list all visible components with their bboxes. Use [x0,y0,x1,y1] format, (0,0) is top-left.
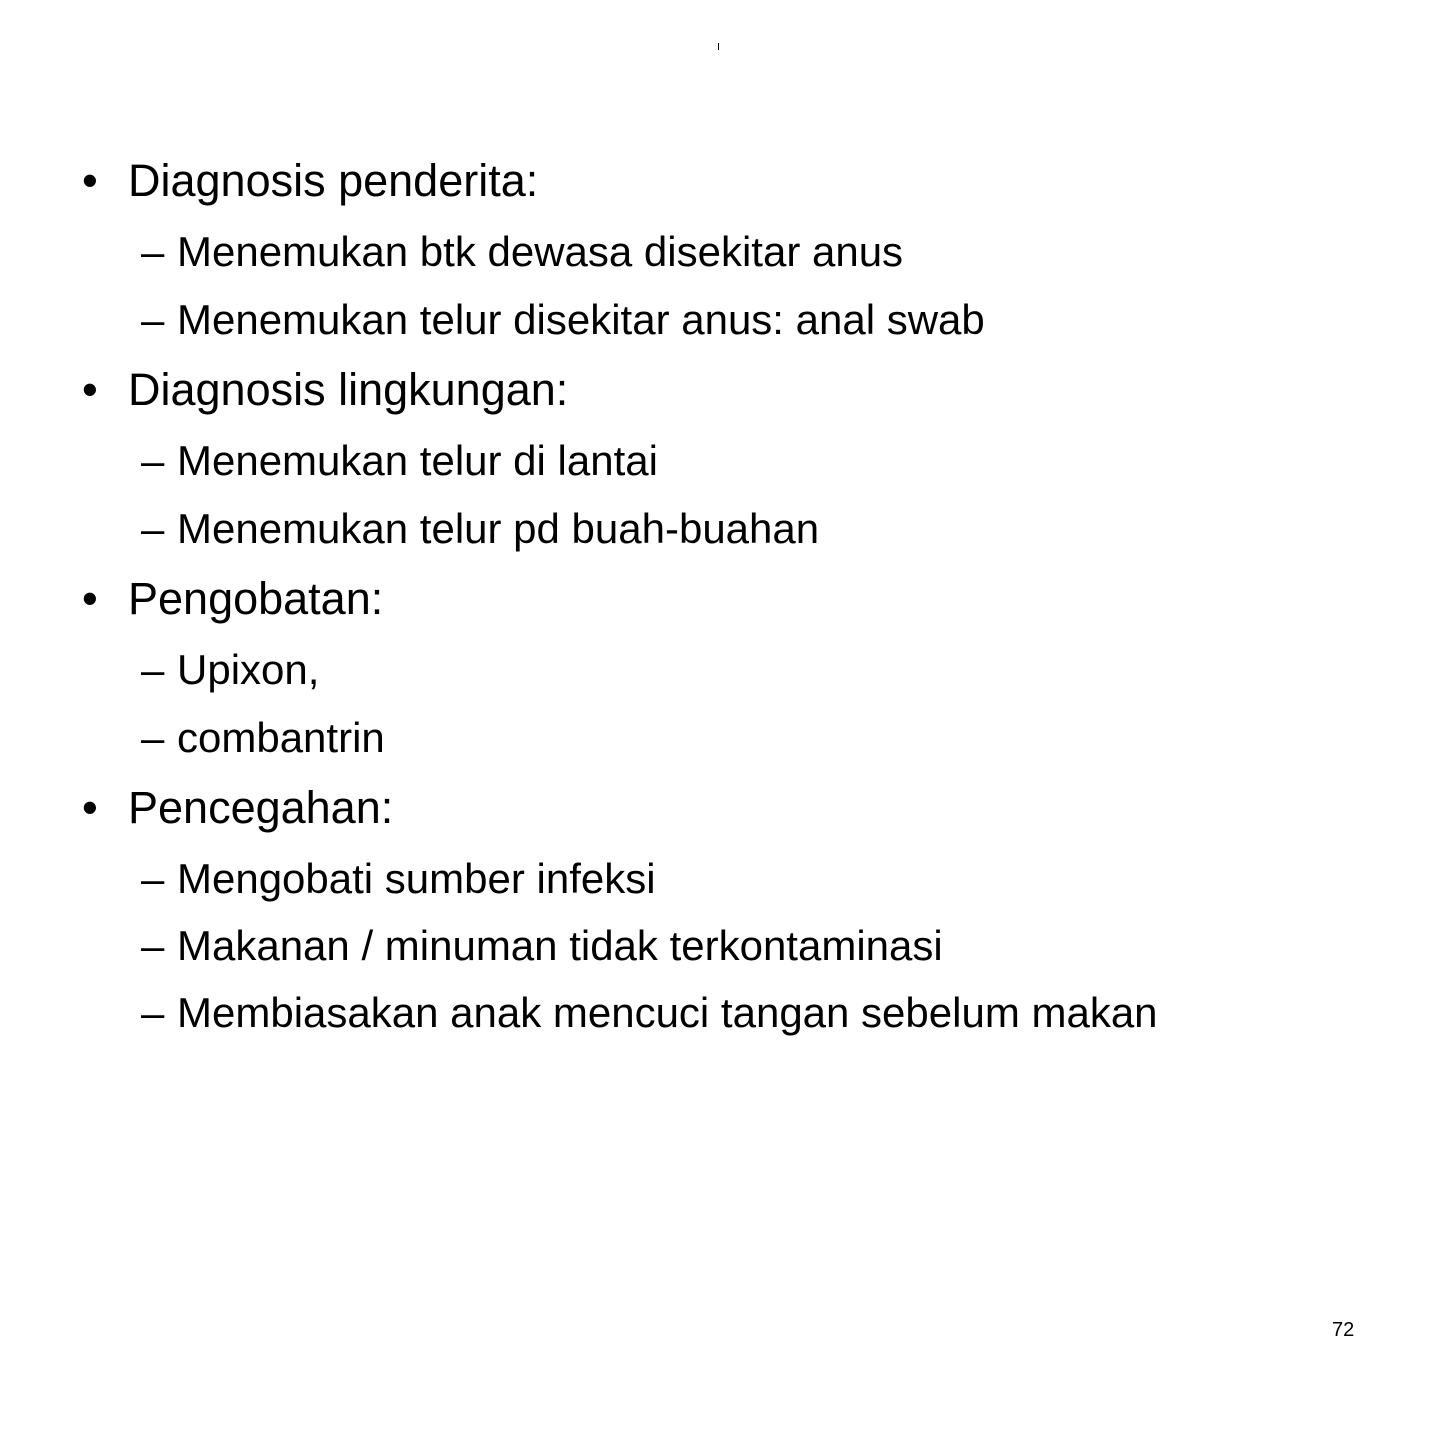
dash-icon: – [141,855,165,902]
bullet-icon: • [82,573,98,624]
dash-icon: – [141,296,165,343]
section-heading-pengobatan: • Pengobatan: [82,573,384,624]
bullet-icon: • [82,155,98,206]
dash-icon: – [141,228,165,275]
list-item: – Upixon, [141,646,320,693]
section-heading-pencegahan: • Pencegahan: [82,782,394,833]
dash-icon: – [141,922,165,969]
list-item: – Membiasakan anak mencuci tangan sebelum makan [141,989,1158,1036]
dash-icon: – [141,437,165,484]
section-heading-diagnosis-lingkungan: • Diagnosis lingkungan: [82,364,569,415]
section-heading-diagnosis-penderita: • Diagnosis penderita: [82,155,539,206]
list-item: – Menemukan btk dewasa disekitar anus [141,228,904,275]
list-item: – Menemukan telur disekitar anus: anal swab [141,296,985,343]
dash-icon: – [141,505,165,552]
list-item: – Makanan / minuman tidak terkontaminasi [141,922,943,969]
list-item: – Mengobati sumber infeksi [141,855,656,902]
page-number: 72 [1332,1319,1355,1341]
dash-icon: – [141,646,165,693]
list-item: – Menemukan telur di lantai [141,437,658,484]
dash-icon: – [141,714,165,761]
bullet-icon: • [82,782,98,833]
dash-icon: – [141,989,165,1036]
list-item: – combantrin [141,714,385,761]
bullet-icon: • [82,364,98,415]
list-item: – Menemukan telur pd buah-buahan [141,505,820,552]
